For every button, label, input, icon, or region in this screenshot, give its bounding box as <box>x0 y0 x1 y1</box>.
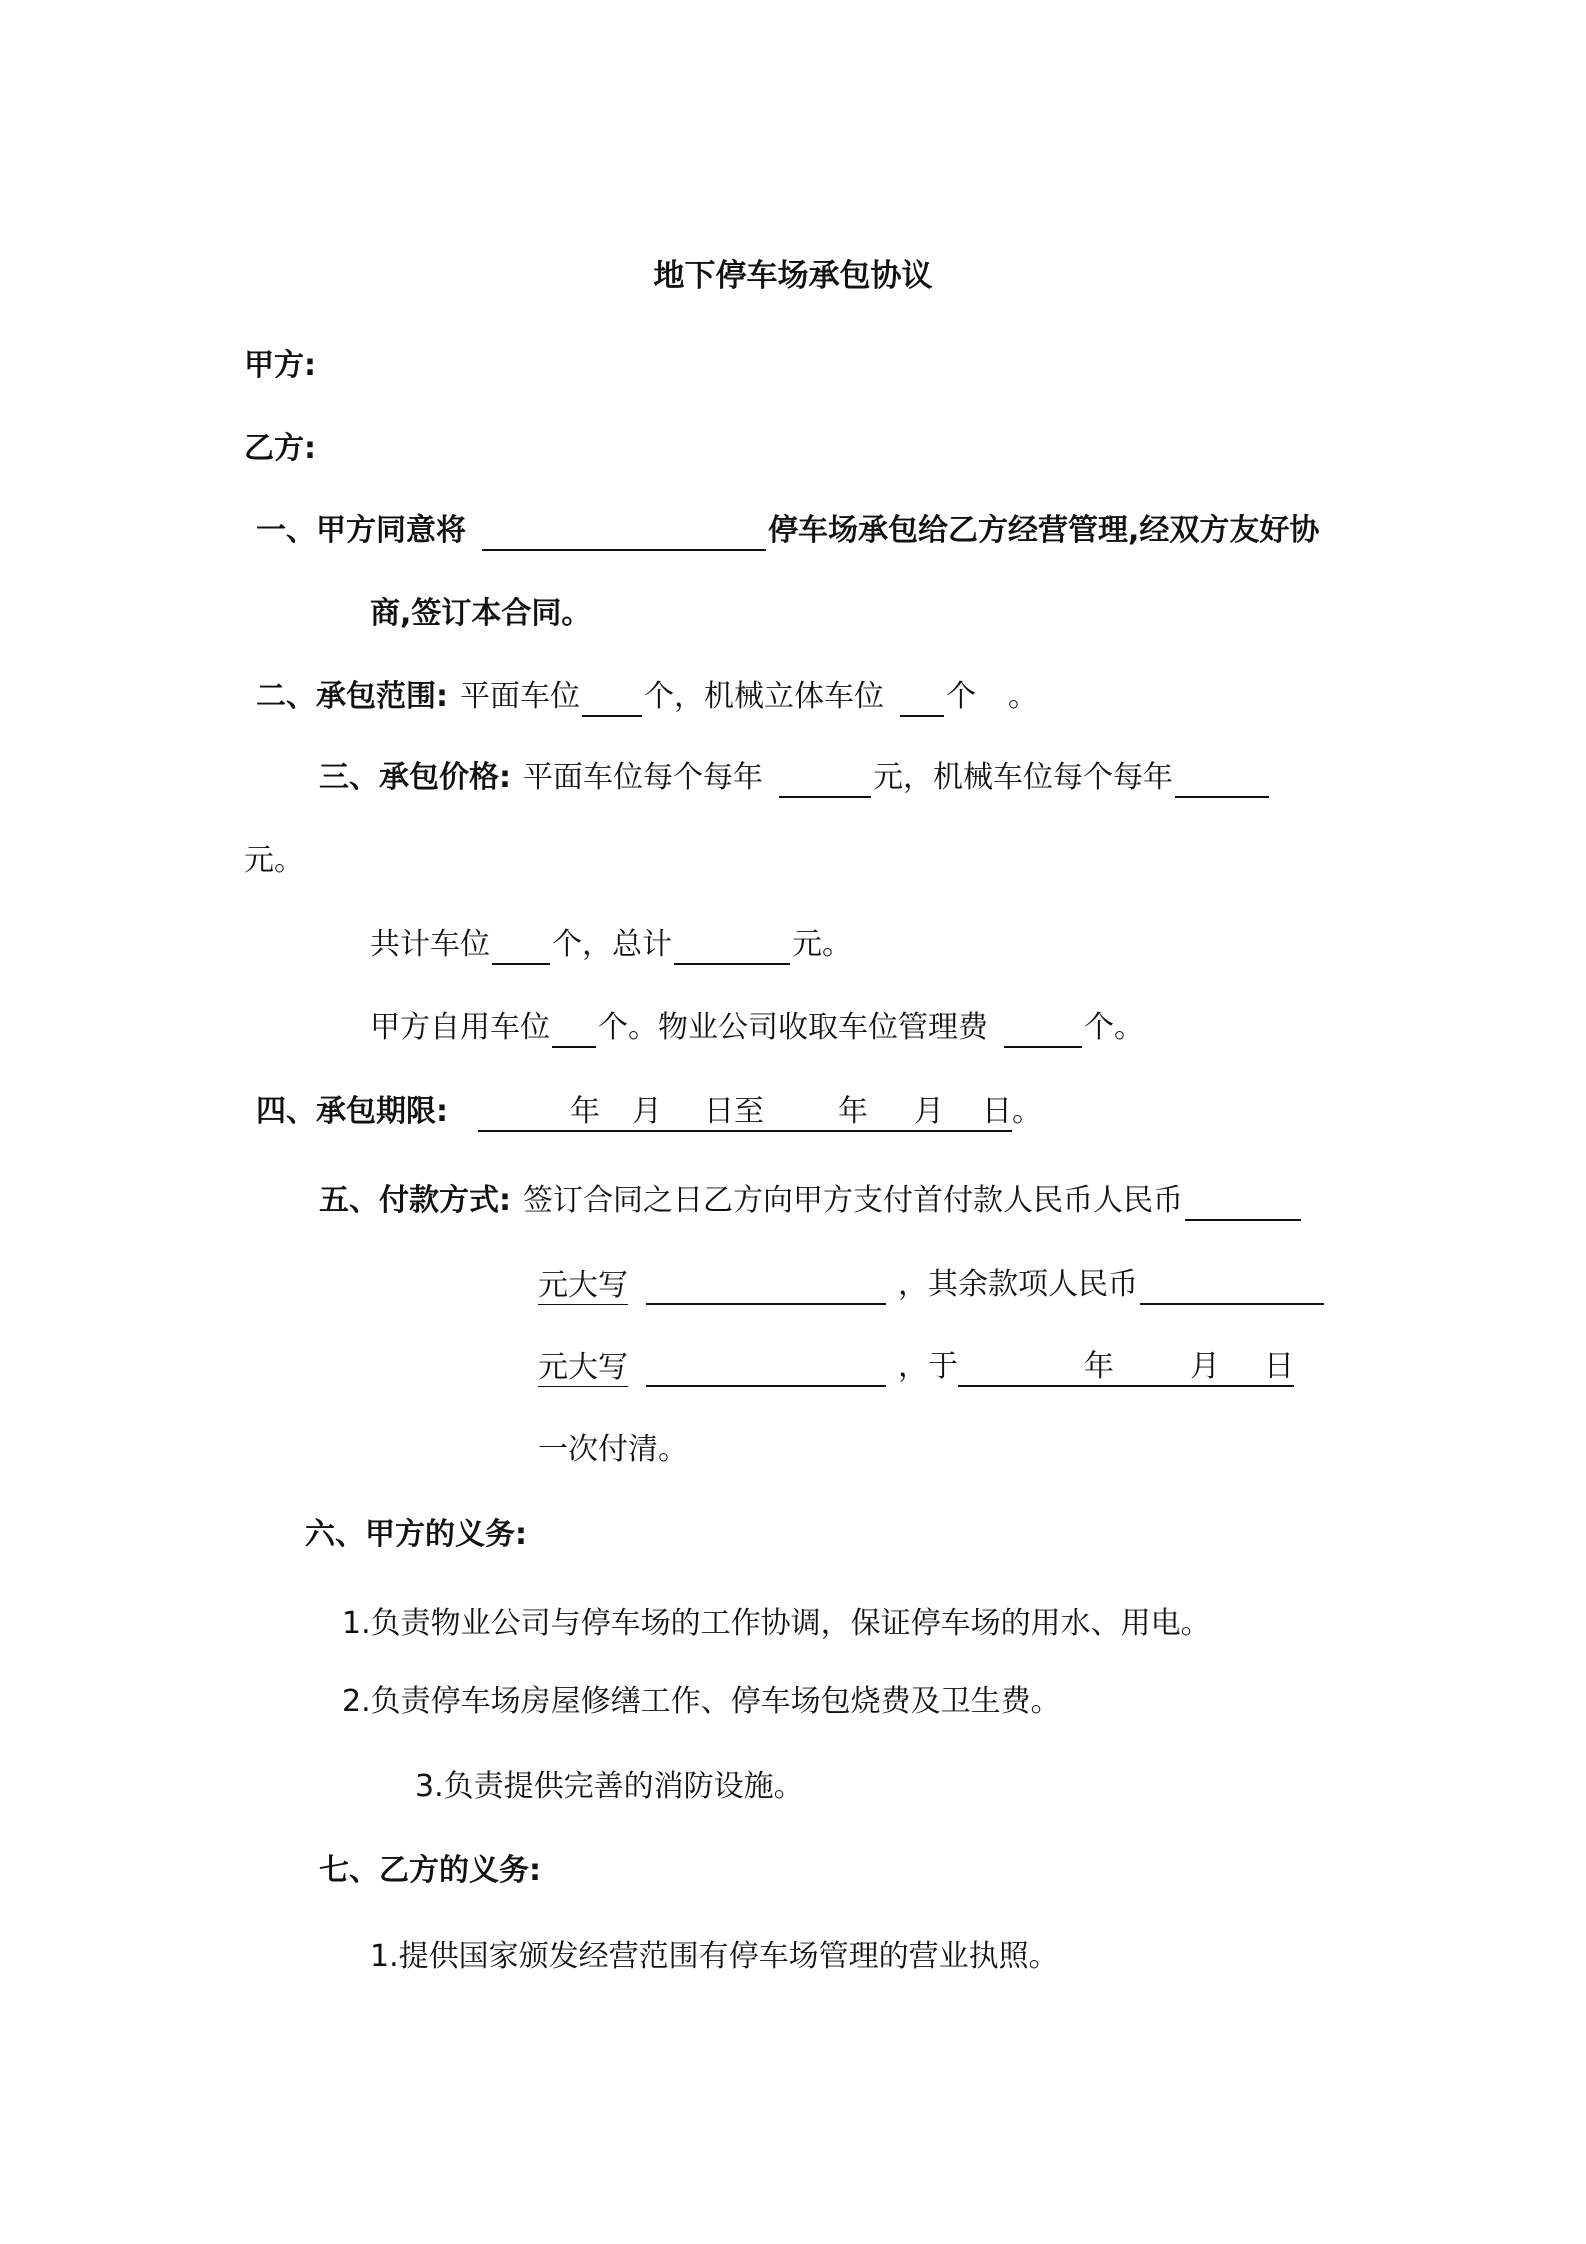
section-6-item-1: 1.负责物业公司与停车场的工作协调，保证停车场的用水、用电。 <box>342 1606 1211 1641</box>
section-3-self-use-line <box>370 1008 1144 1048</box>
section-7-item-1: 1.提供国家颁发经营范围有停车场管理的营业执照。 <box>370 1939 1059 1974</box>
document-title: 地下停车场承包协议 <box>653 258 933 294</box>
capital-amount-label-2: 元大写 <box>538 1350 628 1385</box>
total-amount-unit: 元。 <box>792 927 852 962</box>
section-3-flat-price-label: 平面车位每个每年 <box>523 760 763 795</box>
section-7-heading: 七、乙方的义务: <box>319 1853 541 1888</box>
term-date-range[interactable] <box>478 1094 1012 1132</box>
section-4-number: 四、 <box>256 1094 316 1129</box>
section-5-label: 付款方式: <box>379 1183 511 1218</box>
section-2-end: 。 <box>1008 679 1038 714</box>
capital-amount-label: 元大写 <box>538 1268 628 1303</box>
blank-mech-spaces[interactable] <box>900 681 944 717</box>
section-2-unit: 个 <box>946 679 976 714</box>
section-6-item-3: 3.负责提供完善的消防设施。 <box>415 1769 804 1804</box>
blank-down-payment[interactable] <box>1185 1185 1301 1221</box>
total-spaces-label: 共计车位 <box>370 927 490 962</box>
total-amount-label: 个，总计 <box>552 927 672 962</box>
payment-date-field[interactable] <box>958 1349 1294 1387</box>
party-b-label: 乙方: <box>244 431 316 466</box>
blank-parking-name[interactable] <box>482 515 766 551</box>
blank-management-fee[interactable] <box>1004 1012 1082 1048</box>
term-start-day: 日至 <box>704 1094 764 1129</box>
section-6-item-2: 2.负责停车场房屋修缮工作、停车场包烧费及卫生费。 <box>342 1684 1061 1719</box>
section-2-flat-label: 平面车位 <box>460 679 580 714</box>
section-6-heading: 六、甲方的义务: <box>305 1517 527 1552</box>
section-1-line <box>256 511 1319 551</box>
blank-total-amount[interactable] <box>674 929 790 965</box>
blank-flat-price[interactable] <box>779 762 871 798</box>
payment-day: 日 <box>1264 1349 1294 1384</box>
section-5-line-3 <box>538 1347 1294 1387</box>
remaining-amount-label: ，其余款项人民币 <box>898 1267 1138 1302</box>
section-2-label: 承包范围: <box>316 679 448 714</box>
term-end-year: 年 <box>838 1094 868 1129</box>
payment-month: 月 <box>1190 1349 1220 1384</box>
section-5-number: 五、 <box>319 1183 379 1218</box>
section-3-mech-price-label: 元，机械车位每个每年 <box>873 760 1173 795</box>
self-use-label: 甲方自用车位 <box>370 1010 550 1045</box>
blank-flat-spaces[interactable] <box>582 681 642 717</box>
term-start-month: 月 <box>632 1094 662 1129</box>
blank-mech-price[interactable] <box>1175 762 1269 798</box>
section-5-line <box>319 1181 1303 1221</box>
blank-total-spaces[interactable] <box>492 929 550 965</box>
section-1-lead: 甲方同意将 <box>316 513 466 548</box>
down-payment-label: 签订合同之日乙方向甲方支付首付款人民币人民币 <box>523 1183 1183 1218</box>
section-4-label: 承包期限: <box>316 1094 448 1129</box>
term-start-year: 年 <box>570 1094 600 1129</box>
section-1-text: 停车场承包给乙方经营管理,经双方友好协 <box>768 513 1320 548</box>
term-end-month: 月 <box>914 1094 944 1129</box>
section-4-line <box>256 1092 1042 1132</box>
section-3-number: 三、 <box>319 760 379 795</box>
section-5-line-2 <box>538 1265 1326 1305</box>
section-4-end: 。 <box>1012 1094 1042 1129</box>
section-1-number: 一、 <box>256 513 316 548</box>
section-3-label: 承包价格: <box>379 760 511 795</box>
blank-self-use[interactable] <box>552 1012 596 1048</box>
blank-remaining-capital[interactable] <box>646 1351 886 1387</box>
management-fee-unit: 个。 <box>1084 1010 1144 1045</box>
section-2-number: 二、 <box>256 679 316 714</box>
section-1-continuation: 商,签订本合同。 <box>370 596 592 631</box>
section-2-mech-label: 个，机械立体车位 <box>644 679 884 714</box>
term-end-day: 日 <box>982 1094 1012 1129</box>
section-3-unit: 元。 <box>244 843 304 878</box>
section-5-line-4: 一次付清。 <box>538 1432 688 1467</box>
section-3-total-line <box>370 925 852 965</box>
section-2-line <box>256 677 1038 717</box>
blank-remaining-amount[interactable] <box>1140 1269 1324 1305</box>
section-3-line <box>319 758 1271 798</box>
payment-year: 年 <box>1084 1349 1114 1384</box>
blank-down-payment-capital[interactable] <box>646 1269 886 1305</box>
management-fee-label: 个。物业公司收取车位管理费 <box>598 1010 988 1045</box>
party-a-label: 甲方: <box>244 348 316 383</box>
payment-date-label: ，于 <box>898 1349 958 1384</box>
